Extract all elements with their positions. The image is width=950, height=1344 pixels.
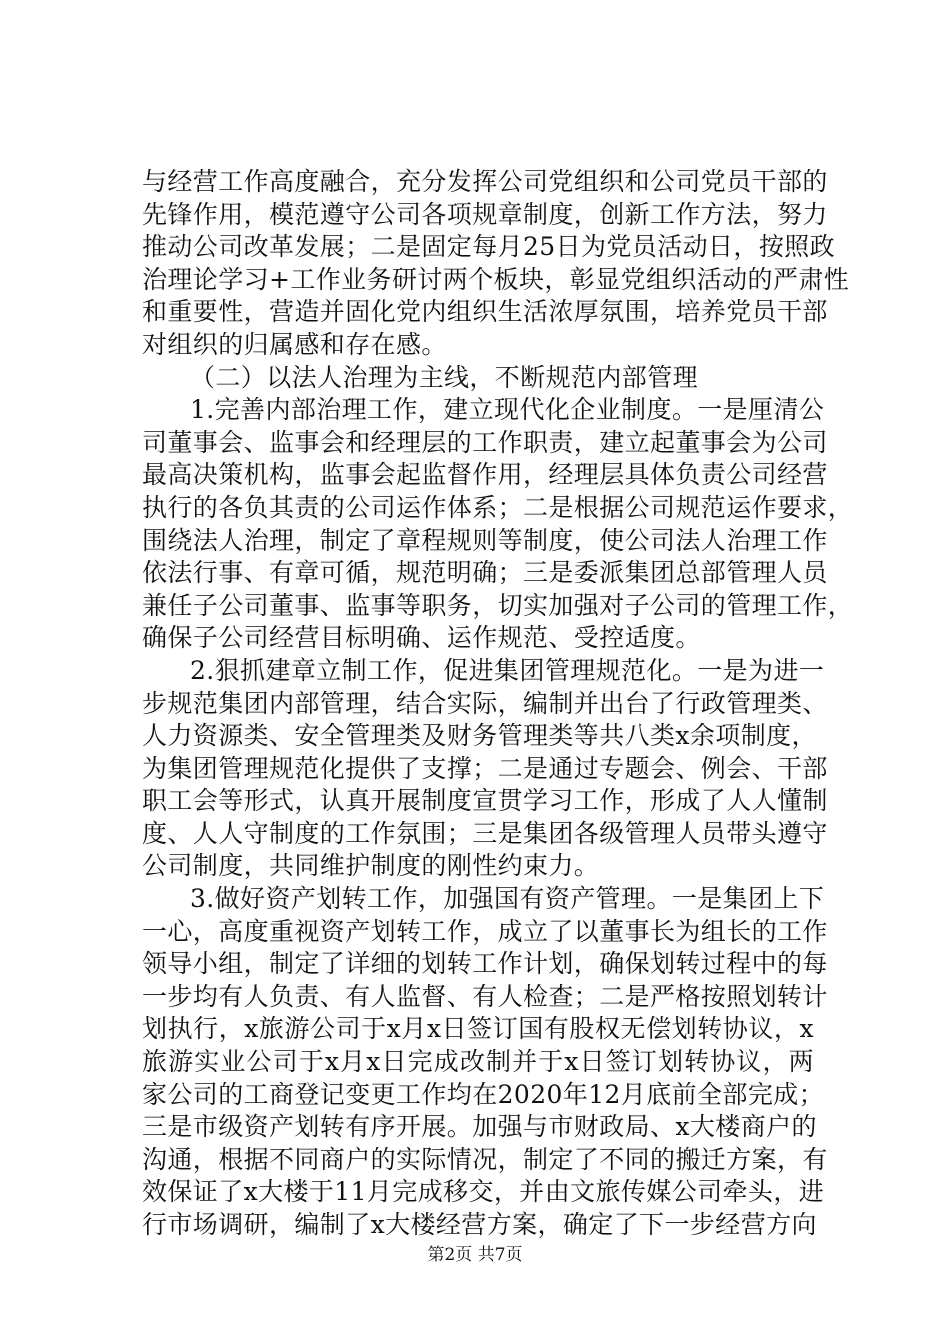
text-line: 1.完善内部治理工作，建立现代化企业制度。一是厘清公	[190, 395, 825, 425]
text-line: 三是市级资产划转有序开展。加强与市财政局、x大楼商户的	[142, 1112, 817, 1142]
text-line: 确保子公司经营目标明确、运作规范、受控适度。	[142, 623, 701, 653]
text-line: 最高决策机构，监事会起监督作用，经理层具体负责公司经营	[142, 460, 828, 490]
text-line: 步规范集团内部管理，结合实际，编制并出台了行政管理类、	[142, 688, 828, 718]
text-line: 兼任子公司董事、监事等职务，切实加强对子公司的管理工作，	[142, 590, 854, 620]
text-line: 执行的各负其责的公司运作体系；二是根据公司规范运作要求，	[142, 492, 854, 522]
text-line: 一步均有人负责、有人监督、有人检查；二是严格按照划转计	[142, 981, 828, 1011]
text-line: 与经营工作高度融合，充分发挥公司党组织和公司党员干部的	[142, 167, 828, 196]
text-line: 2.狠抓建章立制工作，促进集团管理规范化。一是为进一	[190, 655, 825, 685]
text-line: 领导小组，制定了详细的划转工作计划，确保划转过程中的每	[142, 949, 828, 979]
text-line: 推动公司改革发展；二是固定每月25日为党员活动日，按照政	[142, 232, 836, 262]
text-line: 司董事会、监事会和经理层的工作职责，建立起董事会为公司	[142, 427, 828, 457]
text-line: 划执行，x旅游公司于x月x日签订国有股权无偿划转协议，x	[142, 1014, 814, 1044]
text-line: 和重要性，营造并固化党内组织生活浓厚氛围，培养党员干部	[142, 297, 828, 327]
text-line: 为集团管理规范化提供了支撑；二是通过专题会、例会、干部	[142, 753, 828, 783]
section-heading: （二）以法人治理为主线，不断规范内部管理	[190, 362, 699, 392]
text-line: 围绕法人治理，制定了章程规则等制度，使公司法人治理工作	[142, 525, 828, 555]
page-footer: 第2页 共7页	[427, 1245, 523, 1265]
text-line: 3.做好资产划转工作，加强国有资产管理。一是集团上下	[190, 884, 825, 914]
text-line: 职工会等形式，认真开展制度宣贯学习工作，形成了人人懂制	[142, 786, 828, 816]
text-line: 人力资源类、安全管理类及财务管理类等共八类x余项制度，	[142, 721, 817, 751]
text-line: 效保证了x大楼于11月完成移交，并由文旅传媒公司牵头，进	[142, 1177, 825, 1207]
text-line: 度、人人守制度的工作氛围；三是集团各级管理人员带头遵守	[142, 818, 828, 848]
text-line: 治理论学习+工作业务研讨两个板块，彰显党组织活动的严肃性	[142, 264, 850, 294]
text-line: 先锋作用，模范遵守公司各项规章制度，创新工作方法，努力	[142, 199, 828, 229]
text-line: 公司制度，共同维护制度的刚性约束力。	[142, 851, 600, 881]
text-line: 依法行事、有章可循，规范明确；三是委派集团总部管理人员	[142, 558, 828, 588]
text-line: 家公司的工商登记变更工作均在2020年12月底前全部完成；	[142, 1079, 825, 1109]
text-line: 一心，高度重视资产划转工作，成立了以董事长为组长的工作	[142, 916, 828, 946]
text-line: 旅游实业公司于x月x日完成改制并于x日签订划转协议，两	[142, 1047, 814, 1077]
text-line: 对组织的归属感和存在感。	[142, 329, 447, 359]
text-line: 沟通，根据不同商户的实际情况，制定了不同的搬迁方案，有	[142, 1144, 828, 1174]
text-line: 行市场调研，编制了x大楼经营方案，确定了下一步经营方向	[142, 1210, 817, 1239]
document-body	[142, 166, 854, 1242]
